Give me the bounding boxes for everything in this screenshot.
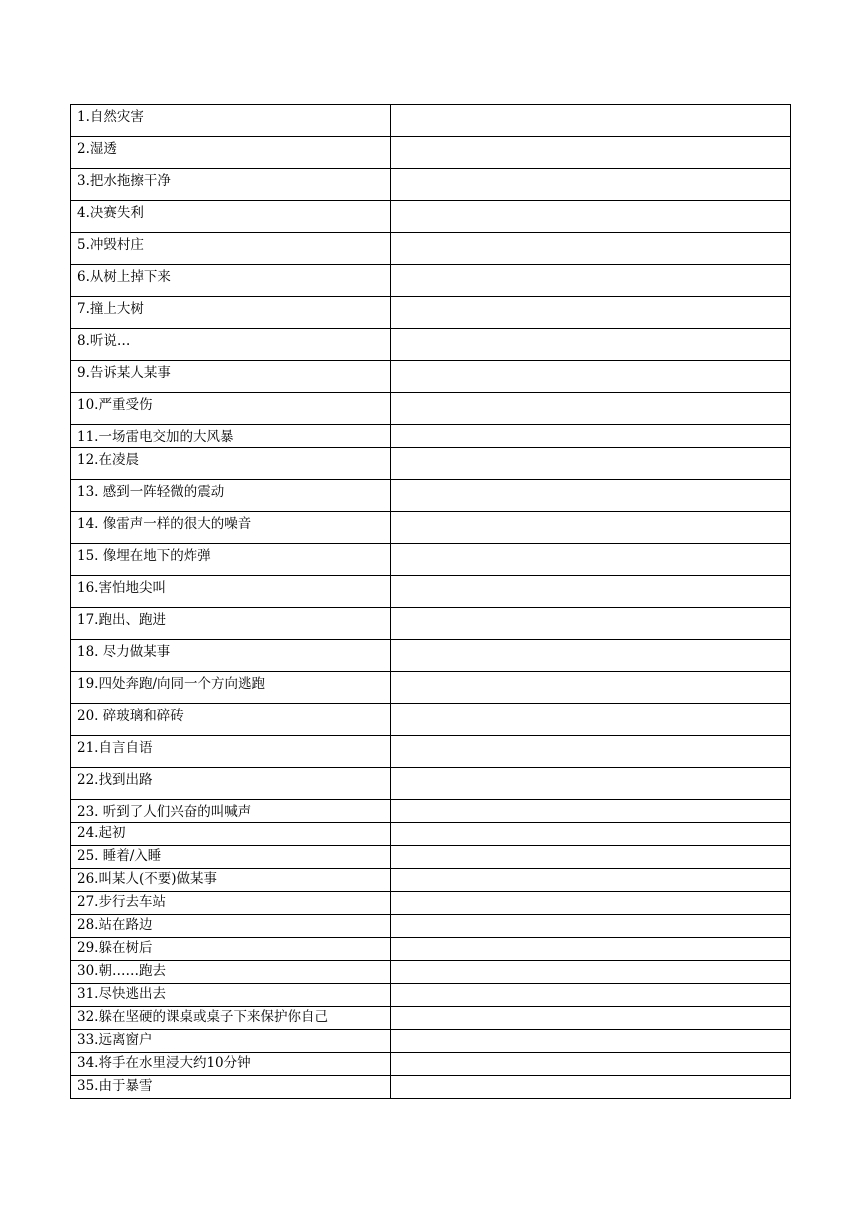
answer-cell[interactable]: [391, 640, 791, 672]
table-row: [71, 233, 791, 265]
table-row: [71, 823, 791, 846]
table-row: [71, 915, 791, 938]
table-row: [71, 846, 791, 869]
table-row: [71, 576, 791, 608]
table-row: [71, 1076, 791, 1099]
phrase-cell: 29.躲在树后: [71, 938, 391, 961]
phrase-cell: 24.起初: [71, 823, 391, 846]
answer-cell[interactable]: [391, 704, 791, 736]
phrase-cell: 11.一场雷电交加的大风暴: [71, 425, 391, 448]
answer-cell[interactable]: [391, 105, 791, 137]
answer-cell[interactable]: [391, 1007, 791, 1030]
answer-cell[interactable]: [391, 846, 791, 869]
phrase-cell: 26.叫某人(不要)做某事: [71, 869, 391, 892]
phrase-cell: 19.四处奔跑/向同一个方向逃跑: [71, 672, 391, 704]
phrase-cell: 35.由于暴雪: [71, 1076, 391, 1099]
phrase-cell: 2.湿透: [71, 137, 391, 169]
answer-cell[interactable]: [391, 329, 791, 361]
table-row: [71, 984, 791, 1007]
table-row: [71, 1030, 791, 1053]
answer-cell[interactable]: [391, 233, 791, 265]
phrase-cell: 14. 像雷声一样的很大的噪音: [71, 512, 391, 544]
phrase-cell: 8.听说…: [71, 329, 391, 361]
answer-cell[interactable]: [391, 768, 791, 800]
answer-cell[interactable]: [391, 984, 791, 1007]
answer-cell[interactable]: [391, 961, 791, 984]
table-row: [71, 393, 791, 425]
table-row: [71, 869, 791, 892]
table-row: [71, 448, 791, 480]
answer-cell[interactable]: [391, 672, 791, 704]
answer-cell[interactable]: [391, 823, 791, 846]
table-row: [71, 1007, 791, 1030]
phrase-cell: 33.远离窗户: [71, 1030, 391, 1053]
phrase-cell: 28.站在路边: [71, 915, 391, 938]
table-row: [71, 608, 791, 640]
answer-cell[interactable]: [391, 425, 791, 448]
answer-cell[interactable]: [391, 869, 791, 892]
phrase-cell: 5.冲毁村庄: [71, 233, 391, 265]
table-row: [71, 800, 791, 823]
phrase-cell: 17.跑出、跑进: [71, 608, 391, 640]
table-row: [71, 768, 791, 800]
answer-cell[interactable]: [391, 137, 791, 169]
answer-cell[interactable]: [391, 265, 791, 297]
table-row: [71, 736, 791, 768]
table-row: [71, 512, 791, 544]
table-row: [71, 961, 791, 984]
phrase-cell: 25. 睡着/入睡: [71, 846, 391, 869]
phrase-cell: 30.朝……跑去: [71, 961, 391, 984]
phrase-cell: 18. 尽力做某事: [71, 640, 391, 672]
table-row: [71, 640, 791, 672]
phrase-cell: 21.自言自语: [71, 736, 391, 768]
answer-cell[interactable]: [391, 448, 791, 480]
answer-cell[interactable]: [391, 1030, 791, 1053]
phrase-cell: 31.尽快逃出去: [71, 984, 391, 1007]
answer-cell[interactable]: [391, 393, 791, 425]
table-row: [71, 265, 791, 297]
answer-cell[interactable]: [391, 938, 791, 961]
table-row: [71, 169, 791, 201]
answer-cell[interactable]: [391, 1053, 791, 1076]
phrase-cell: 10.严重受伤: [71, 393, 391, 425]
answer-cell[interactable]: [391, 480, 791, 512]
table-row: [71, 329, 791, 361]
answer-cell[interactable]: [391, 544, 791, 576]
vocabulary-table-body: [71, 105, 791, 1099]
table-row: [71, 105, 791, 137]
answer-cell[interactable]: [391, 361, 791, 393]
table-row: [71, 1053, 791, 1076]
table-row: [71, 201, 791, 233]
table-row: [71, 297, 791, 329]
table-row: [71, 137, 791, 169]
phrase-cell: 13. 感到一阵轻微的震动: [71, 480, 391, 512]
phrase-cell: 16.害怕地尖叫: [71, 576, 391, 608]
answer-cell[interactable]: [391, 576, 791, 608]
answer-cell[interactable]: [391, 201, 791, 233]
phrase-cell: 6.从树上掉下来: [71, 265, 391, 297]
table-row: [71, 672, 791, 704]
answer-cell[interactable]: [391, 892, 791, 915]
phrase-cell: 1.自然灾害: [71, 105, 391, 137]
table-row: [71, 480, 791, 512]
answer-cell[interactable]: [391, 512, 791, 544]
table-row: [71, 544, 791, 576]
phrase-cell: 23. 听到了人们兴奋的叫喊声: [71, 800, 391, 823]
phrase-cell: 7.撞上大树: [71, 297, 391, 329]
phrase-cell: 9.告诉某人某事: [71, 361, 391, 393]
table-row: [71, 892, 791, 915]
phrase-cell: 22.找到出路: [71, 768, 391, 800]
answer-cell[interactable]: [391, 1076, 791, 1099]
phrase-cell: 12.在凌晨: [71, 448, 391, 480]
table-row: [71, 704, 791, 736]
phrase-cell: 32.躲在坚硬的课桌或桌子下来保护你自己: [71, 1007, 391, 1030]
table-row: [71, 361, 791, 393]
phrase-cell: 34.将手在水里浸大约10分钟: [71, 1053, 391, 1076]
phrase-cell: 20. 碎玻璃和碎砖: [71, 704, 391, 736]
answer-cell[interactable]: [391, 800, 791, 823]
table-row: [71, 938, 791, 961]
phrase-cell: 15. 像埋在地下的炸弹: [71, 544, 391, 576]
table-row: [71, 425, 791, 448]
answer-cell[interactable]: [391, 736, 791, 768]
answer-cell[interactable]: [391, 297, 791, 329]
answer-cell[interactable]: [391, 608, 791, 640]
vocabulary-table: [70, 104, 791, 1099]
phrase-cell: 4.决赛失利: [71, 201, 391, 233]
answer-cell[interactable]: [391, 915, 791, 938]
phrase-cell: 27.步行去车站: [71, 892, 391, 915]
phrase-cell: 3.把水拖擦干净: [71, 169, 391, 201]
answer-cell[interactable]: [391, 169, 791, 201]
